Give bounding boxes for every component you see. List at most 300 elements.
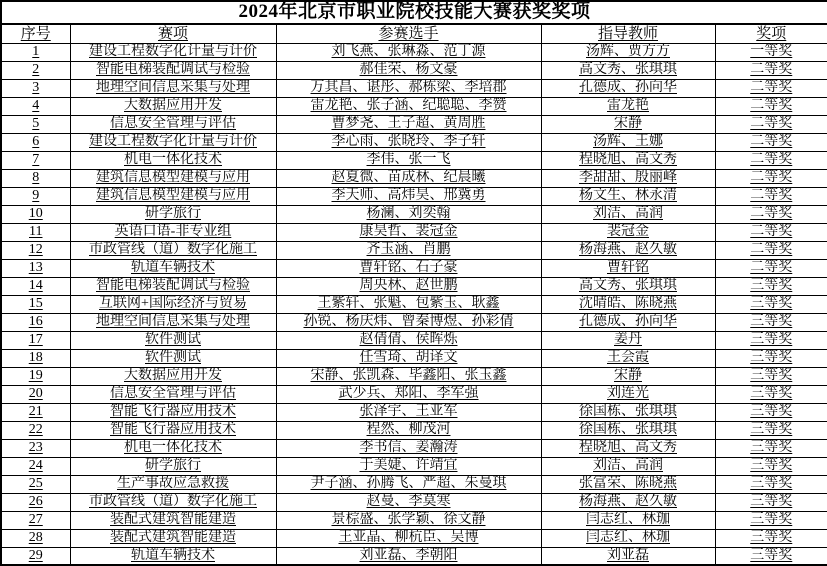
teachers-cell [541, 493, 715, 511]
event-cell [70, 385, 276, 403]
event-cell [70, 493, 276, 511]
teachers-cell-text: 孔德成、孙向华 [579, 314, 677, 330]
row-number-cell-text: 14 [28, 278, 43, 294]
row-number-cell-text: 16 [28, 314, 43, 330]
award-cell [715, 187, 827, 205]
award-cell-text: 二等奖 [750, 98, 793, 114]
participants-cell-text: 李天师、高炜昊、邢冀勇 [331, 188, 486, 204]
participants-cell [276, 457, 541, 475]
award-cell-text: 三等奖 [750, 278, 793, 294]
row-number-cell [1, 313, 70, 331]
participants-cell-text: 康昊哲、裴冠金 [359, 224, 458, 240]
teachers-cell [541, 475, 715, 493]
row-number-cell-text: 11 [29, 224, 43, 240]
event-cell [70, 43, 276, 61]
teachers-cell [541, 223, 715, 241]
award-cell [715, 133, 827, 151]
teachers-cell [541, 331, 715, 349]
row-number-cell [1, 457, 70, 475]
row-number-cell [1, 43, 70, 61]
award-cell-text: 二等奖 [750, 134, 793, 150]
participants-cell [276, 187, 541, 205]
teachers-cell [541, 295, 715, 313]
header-cell-event [70, 24, 276, 43]
row-number-cell-text: 28 [28, 530, 43, 546]
row-number-cell-text: 9 [32, 188, 40, 204]
teachers-cell-text: 刘亚磊 [607, 548, 649, 564]
event-cell-text: 轨道车辆技术 [131, 548, 215, 564]
teachers-cell [541, 529, 715, 547]
participants-cell-text: 杨澜、刘奕翰 [366, 206, 451, 222]
participants-cell-text: 郝佳荣、杨文豪 [359, 62, 458, 78]
event-cell [70, 313, 276, 331]
award-cell [715, 295, 827, 313]
participants-cell [276, 529, 541, 547]
row-number-cell [1, 493, 70, 511]
teachers-cell [541, 169, 715, 187]
row-number-cell-text: 22 [28, 422, 43, 438]
teachers-cell [541, 313, 715, 331]
table-row [1, 439, 827, 457]
page-title: 2024年北京市职业院校技能大赛获奖奖项 [1, 1, 827, 24]
header-cell-no [1, 24, 70, 43]
event-cell-text: 生产事故应急救援 [117, 476, 229, 492]
row-number-cell [1, 439, 70, 457]
participants-cell [276, 439, 541, 457]
participants-cell [276, 169, 541, 187]
teachers-cell [541, 43, 715, 61]
teachers-cell [541, 205, 715, 223]
event-cell-text: 大数据应用开发 [124, 98, 222, 114]
award-cell [715, 457, 827, 475]
event-cell-text: 智能飞行器应用技术 [110, 404, 236, 420]
participants-cell-text: 景棕盛、张学颖、徐文静 [331, 512, 486, 528]
award-cell [715, 439, 827, 457]
teachers-cell [541, 259, 715, 277]
award-cell-text: 二等奖 [750, 62, 793, 78]
event-cell-text: 机电一体化技术 [124, 152, 222, 168]
award-cell-text: 二等奖 [750, 80, 793, 96]
participants-cell-text: 赵夏微、苗成林、纪晨曦 [331, 170, 486, 186]
row-number-cell [1, 331, 70, 349]
teachers-cell-text: 刘洁、高润 [593, 206, 663, 222]
event-cell [70, 457, 276, 475]
row-number-cell-text: 3 [32, 80, 40, 96]
row-number-cell [1, 529, 70, 547]
row-number-cell-text: 19 [28, 368, 43, 384]
award-cell-text: 三等奖 [750, 530, 793, 546]
header-cell-teachers [541, 24, 715, 43]
teachers-cell-text: 程晓旭、高文秀 [579, 152, 677, 168]
participants-cell [276, 259, 541, 277]
participants-cell [276, 223, 541, 241]
row-number-cell [1, 367, 70, 385]
event-cell [70, 97, 276, 115]
row-number-cell [1, 97, 70, 115]
teachers-cell-text: 裴冠金 [607, 224, 649, 240]
row-number-cell [1, 277, 70, 295]
event-cell [70, 133, 276, 151]
award-cell-text: 三等奖 [750, 314, 793, 330]
award-cell [715, 331, 827, 349]
award-cell [715, 367, 827, 385]
table-row [1, 187, 827, 205]
row-number-cell [1, 475, 70, 493]
table-row [1, 511, 827, 529]
row-number-cell [1, 61, 70, 79]
teachers-cell [541, 79, 715, 97]
award-cell [715, 259, 827, 277]
award-cell [715, 547, 827, 565]
event-cell-text: 装配式建筑智能建造 [110, 512, 236, 528]
row-number-cell-text: 18 [28, 350, 43, 366]
teachers-cell [541, 421, 715, 439]
award-cell [715, 205, 827, 223]
teachers-cell [541, 439, 715, 457]
row-number-cell-text: 4 [32, 98, 40, 114]
teachers-cell-text: 杨海燕、赵久敏 [579, 494, 677, 510]
event-cell [70, 529, 276, 547]
teachers-cell [541, 115, 715, 133]
participants-cell [276, 115, 541, 133]
teachers-cell [541, 403, 715, 421]
table-row [1, 79, 827, 97]
table-row [1, 475, 827, 493]
award-cell-text: 三等奖 [750, 440, 793, 456]
award-cell-text: 二等奖 [750, 224, 793, 240]
event-cell [70, 277, 276, 295]
table-row [1, 295, 827, 313]
row-number-cell [1, 547, 70, 565]
award-cell [715, 277, 827, 295]
participants-cell-text: 武少兵、郑阳、李军强 [338, 386, 479, 402]
table-row [1, 421, 827, 439]
event-cell-text: 大数据应用开发 [124, 368, 222, 384]
participants-cell [276, 241, 541, 259]
row-number-cell-text: 8 [32, 170, 40, 186]
participants-cell-text: 王亚晶、柳杭臣、吴博 [338, 530, 479, 546]
award-cell [715, 511, 827, 529]
row-number-cell [1, 259, 70, 277]
award-cell-text: 二等奖 [750, 170, 793, 186]
event-cell [70, 475, 276, 493]
teachers-cell-text: 徐国栋、张琪琪 [579, 422, 677, 438]
header-label-no: 序号 [20, 25, 51, 42]
row-number-cell [1, 349, 70, 367]
event-cell-text: 建筑信息模型建模与应用 [96, 188, 250, 204]
event-cell [70, 205, 276, 223]
row-number-cell-text: 15 [28, 296, 43, 312]
event-cell [70, 259, 276, 277]
event-cell [70, 421, 276, 439]
row-number-cell [1, 295, 70, 313]
teachers-cell [541, 133, 715, 151]
event-cell [70, 187, 276, 205]
participants-cell-text: 周央林、赵世鹏 [359, 278, 458, 294]
participants-cell [276, 205, 541, 223]
award-cell [715, 529, 827, 547]
award-cell [715, 169, 827, 187]
award-cell [715, 43, 827, 61]
teachers-cell-text: 闫志红、林珈 [586, 512, 670, 528]
participants-cell-text: 于美婕、许靖宜 [359, 458, 458, 474]
award-cell-text: 一等奖 [750, 44, 793, 60]
award-cell-text: 三等奖 [750, 368, 793, 384]
row-number-cell-text: 26 [28, 494, 43, 510]
award-cell-text: 三等奖 [750, 350, 793, 366]
table-row [1, 259, 827, 277]
event-cell-text: 信息安全管理与评估 [110, 116, 236, 132]
row-number-cell-text: 29 [28, 548, 43, 564]
table-row [1, 97, 827, 115]
teachers-cell [541, 511, 715, 529]
teachers-cell-text: 雷龙艳 [607, 98, 649, 114]
header-cell-participants [276, 24, 541, 43]
event-cell-text: 市政管线（道）数字化施工 [89, 494, 257, 510]
participants-cell-text: 王紫轩、张魁、包紫玉、耿鑫 [317, 296, 500, 312]
row-number-cell [1, 385, 70, 403]
award-cell-text: 三等奖 [750, 494, 793, 510]
participants-cell-text: 雷龙艳、张子涵、纪聪聪、李赞 [310, 98, 507, 114]
table-row [1, 403, 827, 421]
row-number-cell-text: 24 [28, 458, 43, 474]
row-number-cell-text: 17 [28, 332, 43, 348]
row-number-cell [1, 115, 70, 133]
award-cell [715, 421, 827, 439]
event-cell-text: 信息安全管理与评估 [110, 386, 236, 402]
table-row [1, 43, 827, 61]
row-number-cell-text: 6 [32, 134, 40, 150]
row-number-cell-text: 7 [32, 152, 40, 168]
event-cell-text: 轨道车辆技术 [131, 260, 215, 276]
event-cell-text: 建设工程数字化计量与计价 [89, 134, 257, 150]
award-cell-text: 三等奖 [750, 458, 793, 474]
event-cell [70, 511, 276, 529]
row-number-cell [1, 223, 70, 241]
teachers-cell-text: 王会霞 [607, 350, 649, 366]
teachers-cell [541, 97, 715, 115]
event-cell [70, 115, 276, 133]
participants-cell [276, 367, 541, 385]
event-cell-text: 智能飞行器应用技术 [110, 422, 236, 438]
event-cell-text: 智能电梯装配调试与检验 [96, 278, 250, 294]
teachers-cell-text: 汤辉、贾方方 [586, 44, 670, 60]
participants-cell-text: 刘飞燕、张琳淼、范丁源 [331, 44, 486, 60]
award-cell [715, 241, 827, 259]
award-cell [715, 475, 827, 493]
row-number-cell-text: 5 [32, 116, 40, 132]
row-number-cell [1, 403, 70, 421]
teachers-cell [541, 151, 715, 169]
row-number-cell [1, 205, 70, 223]
teachers-cell-text: 杨文生、林永清 [579, 188, 677, 204]
teachers-cell-text: 刘洁、高润 [593, 458, 663, 474]
award-cell [715, 115, 827, 133]
award-cell [715, 493, 827, 511]
event-cell [70, 349, 276, 367]
table-row [1, 133, 827, 151]
teachers-cell-text: 杨海燕、赵久敏 [579, 242, 677, 258]
teachers-cell-text: 刘连光 [607, 386, 649, 402]
row-number-cell-text: 12 [28, 242, 43, 258]
row-number-cell [1, 151, 70, 169]
event-cell-text: 研学旅行 [145, 206, 201, 222]
event-cell [70, 223, 276, 241]
participants-cell-text: 程然、柳茂河 [366, 422, 451, 438]
row-number-cell-text: 23 [28, 440, 43, 456]
event-cell-text: 软件测试 [145, 332, 201, 348]
event-cell-text: 互联网+国际经济与贸易 [99, 296, 247, 312]
award-cell-text: 二等奖 [750, 116, 793, 132]
participants-cell [276, 349, 541, 367]
participants-cell [276, 493, 541, 511]
event-cell [70, 403, 276, 421]
participants-cell [276, 475, 541, 493]
table-row [1, 385, 827, 403]
table-row [1, 277, 827, 295]
participants-cell-text: 李书信、姜瀚涛 [359, 440, 458, 456]
event-cell-text: 市政管线（道）数字化施工 [89, 242, 257, 258]
teachers-cell [541, 187, 715, 205]
award-cell-text: 二等奖 [750, 152, 793, 168]
participants-cell [276, 79, 541, 97]
event-cell [70, 439, 276, 457]
row-number-cell-text: 21 [28, 404, 43, 420]
teachers-cell-text: 徐国栋、张琪琪 [579, 404, 677, 420]
participants-cell [276, 385, 541, 403]
teachers-cell [541, 457, 715, 475]
table-row [1, 115, 827, 133]
header-label-teachers: 指导教师 [597, 25, 658, 42]
participants-cell [276, 97, 541, 115]
teachers-cell-text: 曹轩铭 [607, 260, 649, 276]
row-number-cell [1, 511, 70, 529]
table-row [1, 493, 827, 511]
participants-cell [276, 547, 541, 565]
event-cell-text: 建设工程数字化计量与计价 [89, 44, 257, 60]
award-cell-text: 三等奖 [750, 548, 793, 564]
row-number-cell-text: 10 [28, 206, 43, 222]
participants-cell-text: 李伟、张一飞 [366, 152, 451, 168]
row-number-cell-text: 25 [28, 476, 43, 492]
participants-cell [276, 151, 541, 169]
teachers-cell [541, 349, 715, 367]
table-row [1, 205, 827, 223]
table-row [1, 241, 827, 259]
event-cell [70, 79, 276, 97]
award-cell [715, 97, 827, 115]
participants-cell-text: 刘亚磊、李朝阳 [359, 548, 458, 564]
award-cell-text: 三等奖 [750, 332, 793, 348]
participants-cell-text: 任雪琦、胡译文 [359, 350, 458, 366]
event-cell [70, 547, 276, 565]
teachers-cell-text: 高文秀、张琪琪 [579, 62, 677, 78]
teachers-cell [541, 241, 715, 259]
participants-cell-text: 孙锐、杨庆炜、曾秦博煜、孙彩倩 [303, 314, 514, 330]
event-cell [70, 295, 276, 313]
participants-cell-text: 曹梦尧、王子超、黄周胜 [331, 116, 486, 132]
row-number-cell-text: 20 [28, 386, 43, 402]
participants-cell-text: 万其昌、谌彤、郝栋梁、李培郡 [310, 80, 507, 96]
participants-cell-text: 宋静、张凯森、毕鑫阳、张玉鑫 [310, 368, 507, 384]
teachers-cell [541, 547, 715, 565]
table-row [1, 457, 827, 475]
header-label-participants: 参赛选手 [378, 25, 439, 42]
teachers-cell [541, 385, 715, 403]
title-row [1, 1, 827, 24]
award-cell [715, 313, 827, 331]
award-cell-text: 三等奖 [750, 422, 793, 438]
event-cell-text: 建筑信息模型建模与应用 [96, 170, 250, 186]
teachers-cell-text: 孔德成、孙向华 [579, 80, 677, 96]
award-cell [715, 79, 827, 97]
table-row [1, 331, 827, 349]
award-cell [715, 385, 827, 403]
table-row [1, 313, 827, 331]
participants-cell-text: 齐玉涵、肖鹏 [366, 242, 451, 258]
header-row [1, 24, 827, 43]
event-cell-text: 地理空间信息采集与处理 [96, 314, 250, 330]
header-label-event: 赛项 [157, 25, 188, 42]
event-cell-text: 机电一体化技术 [124, 440, 222, 456]
event-cell-text: 装配式建筑智能建造 [110, 530, 236, 546]
teachers-cell-text: 沈晴皓、陈晓燕 [579, 296, 677, 312]
table-row [1, 547, 827, 565]
teachers-cell-text: 宋静 [614, 116, 642, 132]
participants-cell [276, 133, 541, 151]
participants-cell [276, 331, 541, 349]
table-body [1, 43, 827, 565]
award-cell-text: 二等奖 [750, 206, 793, 222]
award-cell-text: 二等奖 [750, 188, 793, 204]
event-cell-text: 研学旅行 [145, 458, 201, 474]
participants-cell [276, 295, 541, 313]
participants-cell [276, 277, 541, 295]
teachers-cell-text: 宋静 [614, 368, 642, 384]
teachers-cell-text: 姜丹 [614, 332, 642, 348]
teachers-cell-text: 汤辉、王娜 [593, 134, 663, 150]
table-row [1, 169, 827, 187]
event-cell-text: 英语口语-非专业组 [114, 224, 232, 240]
award-cell-text: 三等奖 [750, 296, 793, 312]
award-cell [715, 61, 827, 79]
row-number-cell-text: 13 [28, 260, 43, 276]
header-cell-award [715, 24, 827, 43]
participants-cell [276, 313, 541, 331]
teachers-cell [541, 367, 715, 385]
event-cell [70, 241, 276, 259]
participants-cell [276, 43, 541, 61]
event-cell [70, 151, 276, 169]
row-number-cell [1, 169, 70, 187]
event-cell-text: 智能电梯装配调试与检验 [96, 62, 250, 78]
event-cell [70, 331, 276, 349]
participants-cell-text: 赵曼、李莫寒 [366, 494, 451, 510]
participants-cell [276, 421, 541, 439]
participants-cell-text: 张泽宇、王亚军 [359, 404, 458, 420]
row-number-cell [1, 241, 70, 259]
award-cell [715, 151, 827, 169]
table-row [1, 223, 827, 241]
award-cell-text: 三等奖 [750, 404, 793, 420]
row-number-cell [1, 421, 70, 439]
table-row [1, 349, 827, 367]
event-cell [70, 367, 276, 385]
row-number-cell [1, 133, 70, 151]
participants-cell-text: 曹轩铭、石子豪 [359, 260, 458, 276]
award-cell-text: 三等奖 [750, 476, 793, 492]
teachers-cell-text: 高文秀、张琪琪 [579, 278, 677, 294]
